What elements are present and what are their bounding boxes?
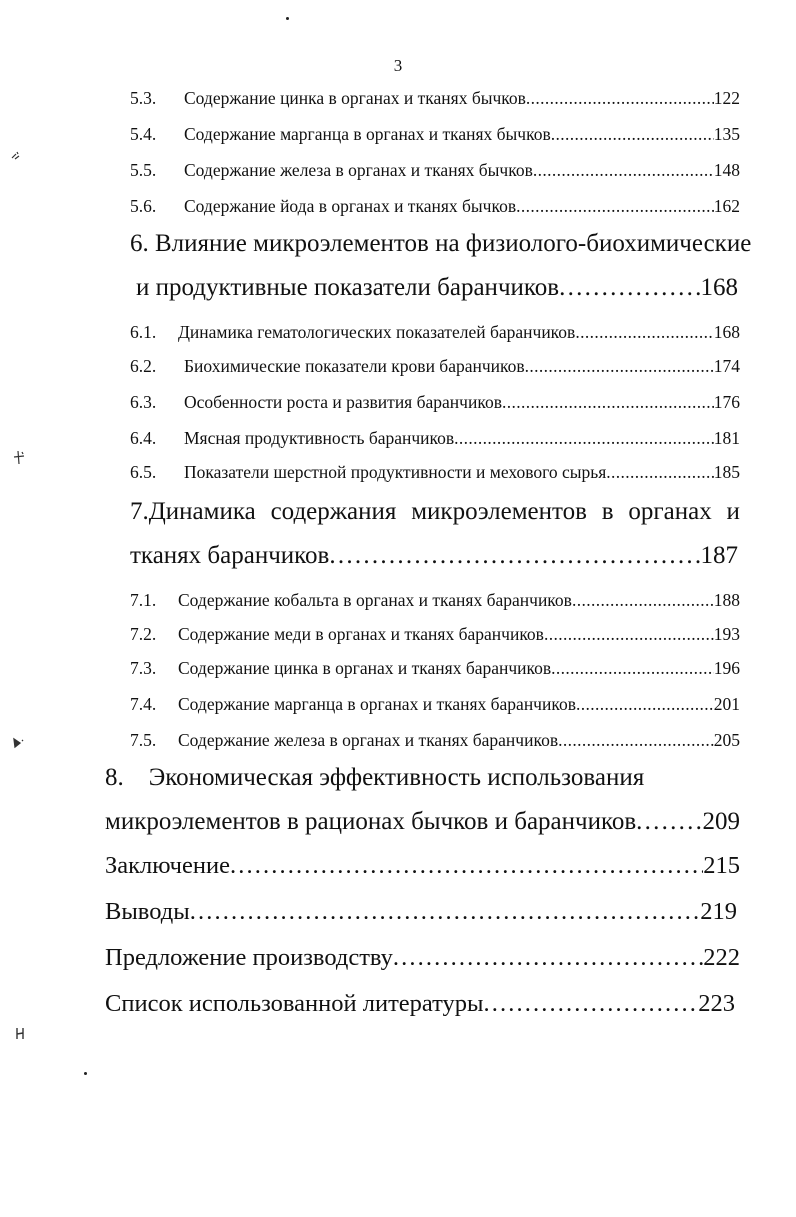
dot-leader <box>544 624 714 645</box>
entry-title: и продуктивные показатели баранчиков <box>136 274 560 301</box>
toc-entry-7-1 <box>130 590 740 614</box>
entry-title: микроэлементов в рационах бычков и баранчиков <box>105 808 637 835</box>
entry-page: 135 <box>713 124 740 144</box>
entry-number: 5.4. <box>130 124 157 144</box>
toc-entry-7-5 <box>130 730 740 754</box>
entry-page: 222 <box>703 944 740 971</box>
dot-leader <box>484 990 699 1018</box>
heading-word: 7.Динамика <box>130 498 256 525</box>
entry-title: Показатели шерстной продуктивности и мехового сырья <box>184 462 607 482</box>
toc-entry-6-1 <box>130 322 740 346</box>
heading-word: и <box>726 498 740 525</box>
scan-speck <box>84 1072 87 1075</box>
entry-title: Содержание марганца в органах и тканях баранчиков <box>178 694 576 714</box>
entry-page: 205 <box>713 730 740 750</box>
chapter-6-heading-line1: 6. Влияние микроэлементов на физиолого-биохимические <box>130 230 752 257</box>
chapter-8-heading-line1: 8. Экономическая эффективность использования <box>105 764 645 791</box>
entry-page: 185 <box>713 462 740 482</box>
dot-leader <box>329 542 700 570</box>
dot-leader <box>551 658 714 679</box>
entry-number: 5.3. <box>130 88 157 108</box>
margin-mark-icon <box>12 448 26 466</box>
toc-entry-7-2 <box>130 624 740 648</box>
toc-entry-5-4 <box>130 124 740 148</box>
dot-leader <box>393 944 703 972</box>
dot-leader <box>526 88 714 109</box>
entry-title: Список использованной литературы <box>105 990 484 1017</box>
toc-entry-5-6 <box>130 196 740 220</box>
dot-leader <box>516 196 714 217</box>
heading-word: содержания <box>270 498 397 525</box>
toc-entry-7-3 <box>130 658 740 682</box>
dot-leader <box>576 694 714 715</box>
entry-title: Динамика гематологических показателей баранчиков <box>178 322 576 342</box>
toc-entry-findings <box>105 898 737 932</box>
entry-number: 6.2. <box>130 356 157 376</box>
dot-leader <box>606 462 713 483</box>
dot-leader <box>575 322 713 343</box>
heading-word: микроэлементов <box>411 498 587 525</box>
entry-number: 7.4. <box>130 694 157 714</box>
entry-title: Предложение производству <box>105 944 393 971</box>
entry-page: 196 <box>713 658 740 678</box>
dot-leader <box>559 274 700 302</box>
dot-leader <box>230 852 703 880</box>
chapter-6-heading-line2 <box>136 274 738 308</box>
chapter-7-heading-line1 <box>130 498 740 526</box>
entry-page: 148 <box>713 160 740 180</box>
entry-number: 5.5. <box>130 160 157 180</box>
toc-entry-6-4 <box>130 428 740 452</box>
entry-title: тканях баранчиков <box>130 542 330 569</box>
entry-number: 7.3. <box>130 658 157 678</box>
dot-leader <box>558 730 714 751</box>
entry-number: 7.5. <box>130 730 157 750</box>
dot-leader <box>533 160 714 181</box>
dot-leader <box>502 392 714 413</box>
toc-entry-5-3 <box>130 88 740 112</box>
entry-number: 6.1. <box>130 322 157 342</box>
entry-title: Содержание цинка в органах и тканях бычков <box>184 88 526 108</box>
entry-page: 219 <box>700 898 737 925</box>
entry-title: Содержание кобальта в органах и тканях баранчиков <box>178 590 572 610</box>
entry-page: 201 <box>713 694 740 714</box>
entry-number: 6.5. <box>130 462 157 482</box>
entry-number: 6.3. <box>130 392 157 412</box>
entry-number: 7.2. <box>130 624 157 644</box>
toc-entry-6-5 <box>130 462 740 486</box>
entry-title: Содержание цинка в органах и тканях баранчиков <box>178 658 552 678</box>
margin-mark-icon <box>12 736 26 750</box>
page-number: 3 <box>393 56 403 75</box>
toc-entry-5-5 <box>130 160 740 184</box>
entry-title: Содержание йода в органах и тканях бычков <box>184 196 517 216</box>
entry-title: Выводы <box>105 898 190 925</box>
margin-mark-icon <box>14 1026 28 1042</box>
entry-page: 215 <box>703 852 740 879</box>
chapter-7-heading-line2 <box>130 542 738 576</box>
margin-mark-icon <box>10 150 22 164</box>
scan-speck <box>286 17 289 20</box>
entry-page: 122 <box>713 88 740 108</box>
dot-leader <box>454 428 714 449</box>
entry-page: 174 <box>713 356 740 376</box>
entry-number: 6.4. <box>130 428 157 448</box>
toc-entry-6-3 <box>130 392 740 416</box>
entry-title: Содержание марганца в органах и тканях бычков <box>184 124 551 144</box>
dot-leader <box>636 808 702 836</box>
entry-page: 188 <box>713 590 740 610</box>
entry-page: 223 <box>698 990 735 1017</box>
heading-word: органах <box>628 498 712 525</box>
dot-leader <box>525 356 714 377</box>
entry-page: 193 <box>713 624 740 644</box>
dot-leader <box>190 898 701 926</box>
entry-title: Содержание железа в органах и тканях баранчиков <box>178 730 559 750</box>
toc-entry-references <box>105 990 735 1024</box>
entry-title: Биохимические показатели крови баранчиков <box>184 356 525 376</box>
entry-title: Мясная продуктивность баранчиков <box>184 428 455 448</box>
toc-entry-7-4 <box>130 694 740 718</box>
entry-page: 162 <box>713 196 740 216</box>
entry-page: 181 <box>713 428 740 448</box>
entry-number: 7.1. <box>130 590 157 610</box>
entry-page: 187 <box>700 542 738 569</box>
entry-number: 5.6. <box>130 196 157 216</box>
toc-entry-conclusion <box>105 852 740 886</box>
entry-title: Содержание железа в органах и тканях бычков <box>184 160 533 180</box>
entry-title: Особенности роста и развития баранчиков <box>184 392 502 412</box>
toc-entry-recommendations <box>105 944 740 978</box>
entry-title: Содержание меди в органах и тканях баранчиков <box>178 624 544 644</box>
toc-entry-6-2 <box>130 356 740 380</box>
entry-page: 209 <box>702 808 740 835</box>
dot-leader <box>572 590 714 611</box>
dot-leader <box>551 124 714 145</box>
heading-word: в <box>601 498 614 525</box>
entry-title: Заключение <box>105 852 230 879</box>
entry-page: 168 <box>713 322 740 342</box>
chapter-8-heading-line2 <box>105 808 740 842</box>
entry-page: 176 <box>713 392 740 412</box>
entry-page: 168 <box>700 274 738 301</box>
